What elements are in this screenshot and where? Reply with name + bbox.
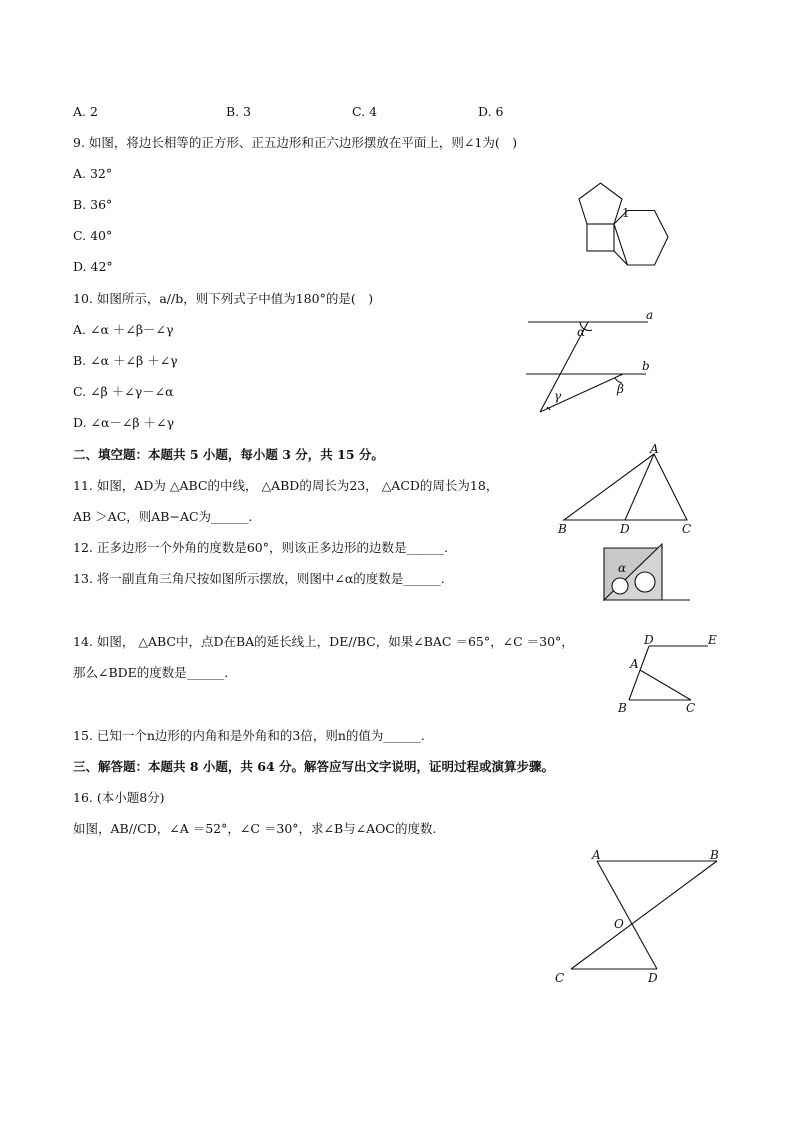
- q15-stem: 15. 已知一个n边形的内角和是外角和的3倍，则n的值为______.: [73, 728, 425, 743]
- q11-line-1: 11. 如图，AD为 △ABC的中线， △ABD的周长为23， △ACD的周长为18，: [73, 478, 499, 493]
- label-b: B: [558, 522, 567, 536]
- label-b: B: [618, 701, 627, 715]
- q9-option-a: A. 32°: [73, 166, 113, 181]
- q10-option-a: A. ∠α ＋∠β－∠γ: [73, 322, 174, 337]
- label-o: O: [614, 917, 624, 931]
- label-c: C: [555, 971, 565, 985]
- q14-line-2: 那么∠BDE的度数是______.: [73, 665, 229, 680]
- q8-option-b: B. 3: [226, 104, 252, 119]
- label-d: D: [648, 971, 658, 985]
- label-alpha: α: [618, 561, 627, 575]
- q10-option-c: C. ∠β ＋∠γ－∠α: [73, 384, 174, 399]
- q9-stem: 9. 如图，将边长相等的正方形、正五边形和正六边形摆放在平面上，则∠1为( ): [73, 135, 518, 150]
- q10-option-b: B. ∠α ＋∠β ＋∠γ: [73, 353, 178, 368]
- label-a: a: [646, 308, 654, 322]
- q16-figure: [550, 844, 730, 986]
- median-ad: [625, 454, 654, 520]
- q14-figure: [612, 628, 724, 716]
- label-alpha: α: [577, 325, 586, 339]
- q8-option-a: A. 2: [73, 104, 98, 119]
- label-c: C: [686, 701, 696, 715]
- square-shape: [587, 224, 614, 251]
- triangle-abc: [564, 454, 687, 520]
- q16-header: 16. (本小题8分): [73, 790, 165, 805]
- set-square-hole-right: [635, 572, 655, 592]
- label-d: D: [620, 522, 630, 536]
- q8-option-d: D. 6: [478, 104, 504, 119]
- pentagon-shape: [579, 183, 622, 224]
- label-d: D: [644, 633, 654, 647]
- q9-option-d: D. 42°: [73, 259, 113, 274]
- label-gamma: γ: [554, 389, 562, 403]
- transversal-2: [540, 374, 623, 412]
- label-b: b: [642, 359, 650, 373]
- q9-option-b: B. 36°: [73, 197, 113, 212]
- q11-line-2: AB ＞AC，则AB−AC为______.: [73, 509, 253, 524]
- q8-option-c: C. 4: [352, 104, 378, 119]
- section-2-title: 二、填空题：本题共 5 小题，每小题 3 分，共 15 分。: [73, 447, 384, 462]
- line-cb: [571, 861, 717, 969]
- set-square-hole-left: [612, 578, 628, 594]
- q16-stem: 如图，AB//CD，∠A ＝52°，∠C ＝30°，求∠B与∠AOC的度数.: [73, 821, 437, 836]
- label-b: B: [710, 848, 719, 862]
- q10-option-d: D. ∠α－∠β ＋∠γ: [73, 415, 175, 430]
- q13-stem: 13. 将一副直角三角尺按如图所示摆放，则图中∠α的度数是______.: [73, 571, 445, 586]
- q13-figure-set-squares: [600, 542, 694, 606]
- q9-option-c: C. 40°: [73, 228, 113, 243]
- q14-line-1: 14. 如图， △ABC中，点D在BA的延长线上，DE//BC，如果∠BAC ＝65°，∠C ＝30°，: [73, 634, 574, 649]
- label-e: E: [708, 633, 717, 647]
- label-beta: β: [617, 382, 624, 396]
- label-c: C: [682, 522, 692, 536]
- q10-figure-parallel-lines: [518, 306, 660, 418]
- q11-figure-triangle: [554, 442, 696, 536]
- q12-stem: 12. 正多边形一个外角的度数是60°，则该正多边形的边数是______.: [73, 540, 448, 555]
- section-3-title: 三、解答题：本题共 8 小题，共 64 分。解答应写出文字说明，证明过程或演算步骤。: [73, 759, 555, 774]
- q10-stem: 10. 如图所示，a//b，则下列式子中值为180°的是( ): [73, 291, 374, 306]
- label-a: A: [630, 657, 639, 671]
- label-a: A: [592, 848, 601, 862]
- angle-1-label: 1: [622, 206, 630, 220]
- q9-figure-polygons: [572, 172, 684, 272]
- label-a: A: [650, 442, 659, 456]
- line-ac: [640, 670, 691, 700]
- line-ad: [597, 861, 657, 969]
